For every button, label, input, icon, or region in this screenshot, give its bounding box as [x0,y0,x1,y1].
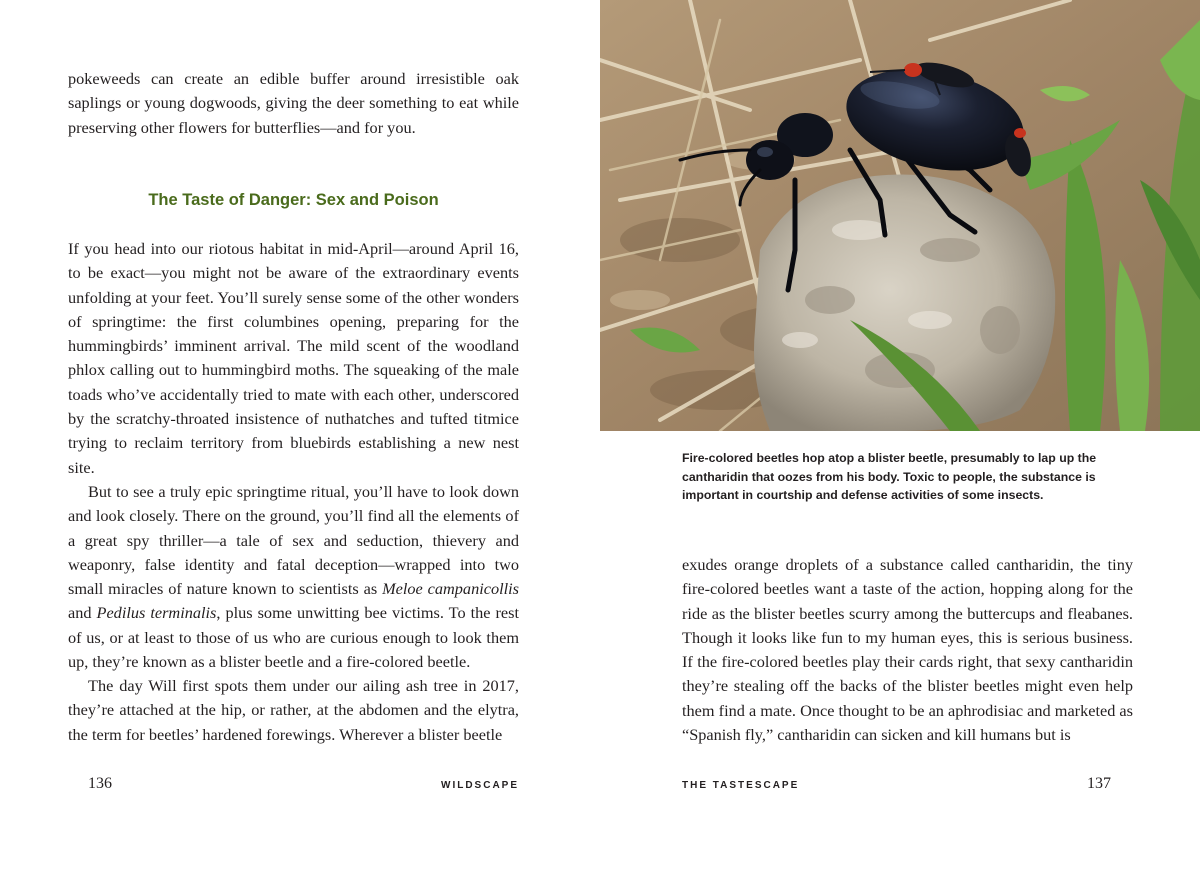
spy-text-and: and [68,603,97,623]
paragraph-pokeweeds: pokeweeds can create an edible buffer around irresistible oak saplings or young dogwoods, giving the deer something to eat while preserving other flowers for butterflies—and for you. [68,69,519,137]
paragraph-cantharidin: exudes orange droplets of a substance called cantharidin, the tiny fire-colored beetles want a taste of the action, hopping along for the ride as the blister beetles scurry among the buttercups and fleabanes. Though it looks like fun to my human eyes, this is serious business. If the fire-colored beetles play their cards right, that sexy cantharidin they’re stealing off the backs of the blister beetles might even help them find a mate. Once thought to be an aphrodisiac and marketed as “Spanish fly,” cantharidin can sicken and kill humans but is [682,555,1133,745]
beetle-photo-icon [600,0,1200,431]
species-name-pedilus: Pedilus terminalis [96,603,217,623]
page-number-left: 136 [88,775,112,792]
section-heading: The Taste of Danger: Sex and Poison [148,191,439,209]
spy-text-part-2: , plus some unwitting bee victims. To the rest of us, or at least to those of us who are curious enough to look them up, they’re known as a blister beetle and a fire-colored beetle. [68,603,520,672]
running-head-left: WILDSCAPE [441,780,519,791]
paragraph-mid-april: If you head into our riotous habitat in mid-April—around April 16, to be exact—you might not be aware of the extraordinary events unfolding at your feet. You’ll surely sense some of the other wonders of springtime: the first columbines opening, preparing for the hummingbirds’ imminent arrival. The mild scent of the woodland phlox calling out to hummingbird moths. The squeaking of the male toads who’ve accidentally tried to mate with each other, underscored by the scratchy-throated insistence of nuthatches and tufted titmice trying to reclaim territory from bluebirds establishing a new nest site. [68,239,519,477]
paragraph-will-spots: The day Will first spots them under our ailing ash tree in 2017, they’re attached at the hip, or rather, at the abdomen and the elytra, the term for beetles’ hardened forewings. Wherever a blister beetle [68,676,519,744]
photo-caption: Fire-colored beetles hop atop a blister beetle, presumably to lap up the cantharidin that oozes from his body. Toxic to people, the substance is important in courtship and defense activities of some insects. [682,451,1097,502]
paragraph-spy-thriller [68,480,519,674]
page-number-right: 137 [1087,775,1111,792]
species-name-meloe: Meloe campanicollis [382,579,520,599]
running-head-right: THE TASTESCAPE [682,780,800,791]
spy-text-part-1: But to see a truly epic springtime ritual, you’ll have to look down and look closely. There on the ground, you’ll find all the elements of a great spy thriller—a tale of sex and seduction, thievery and weaponry, false identity and fatal deception—wrapped into two small miracles of nature known to scientists as [68,482,519,599]
beetle-photo [600,0,1200,431]
right-page [600,0,1200,873]
